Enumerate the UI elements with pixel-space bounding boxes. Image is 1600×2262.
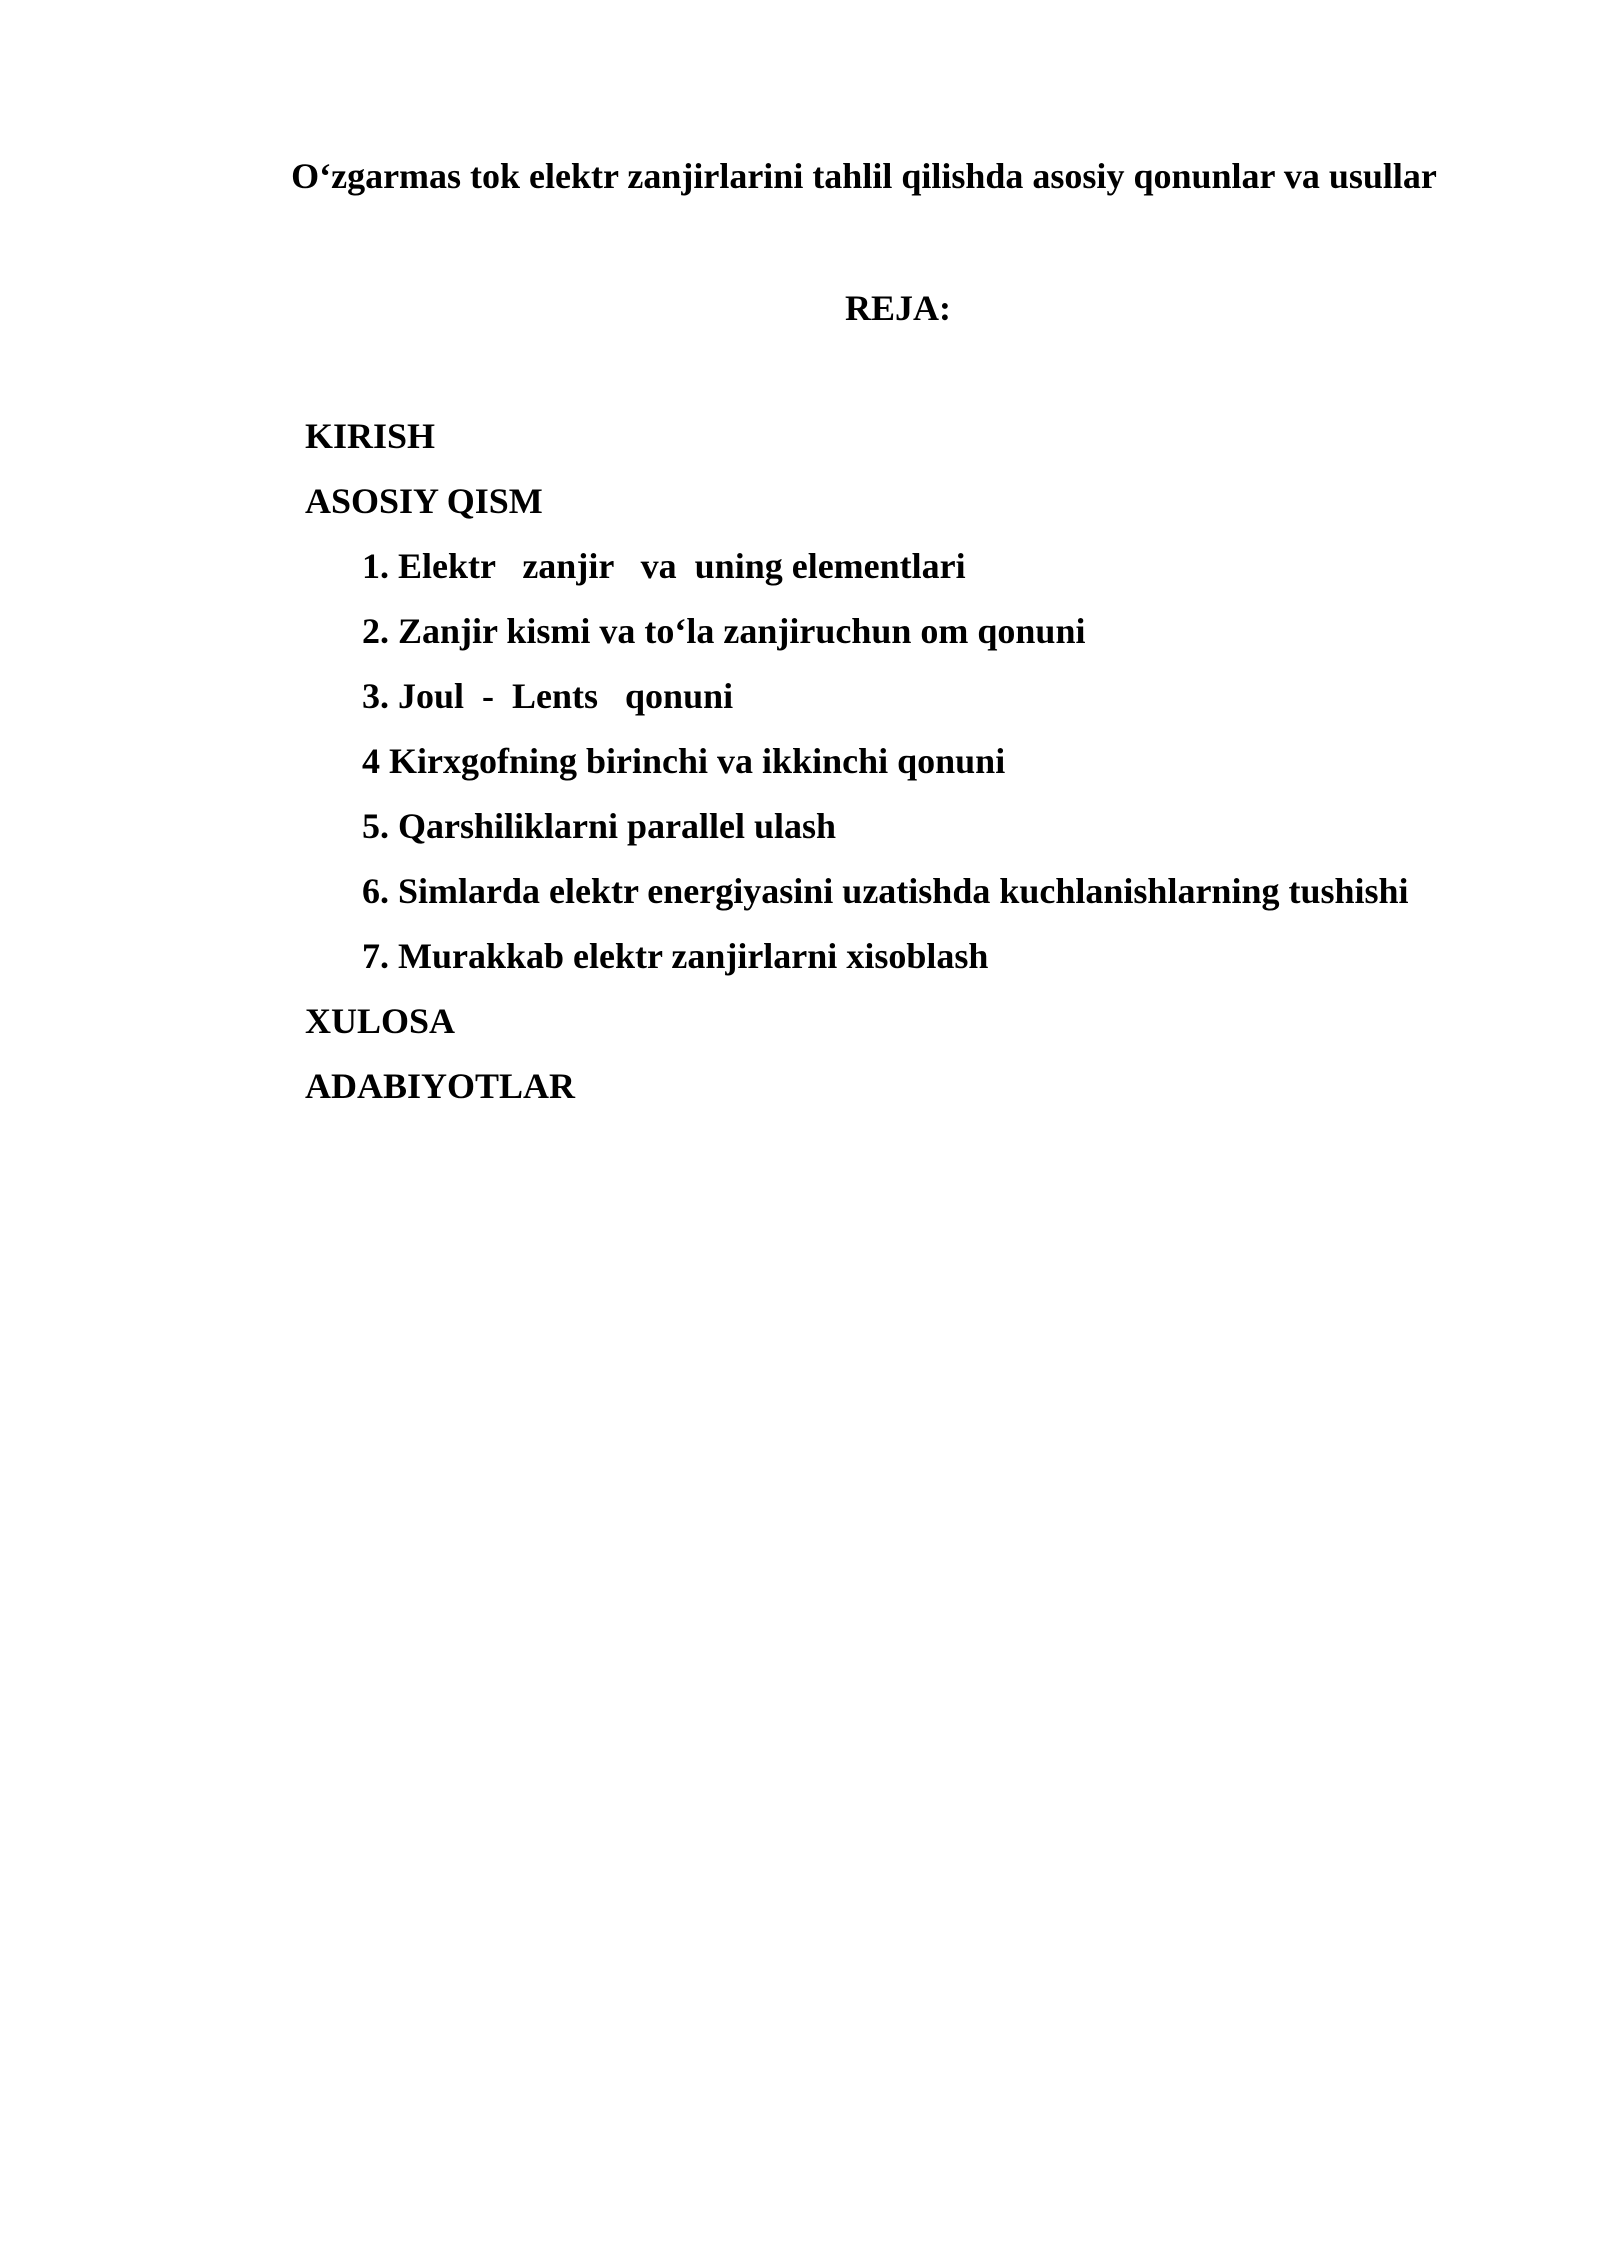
toc-subitem-6: 6. Simlarda elektr energiyasini uzatishda kuchlanishlarning tushishi [362, 871, 1409, 911]
toc-subitem-4: 4 Kirxgofning birinchi va ikkinchi qonuni [362, 741, 1006, 781]
toc-subitem-7: 7. Murakkab elektr zanjirlarni xisoblash [362, 936, 989, 976]
toc-item-adabiyotlar: ADABIYOTLAR [305, 1066, 576, 1106]
document-title: O‘zgarmas tok elektr zanjirlarini tahlil qilishda asosiy qonunlar va usullar [291, 156, 1437, 196]
plan-heading: REJA: [845, 288, 951, 328]
toc-item-asosiy-qism: ASOSIY QISM [305, 481, 543, 521]
table-of-contents [0, 410, 1600, 1125]
toc-subitem-1: 1. Elektr zanjir va uning elementlari [362, 546, 966, 586]
toc-subitem-2: 2. Zanjir kismi va to‘la zanjiruchun om qonuni [362, 611, 1086, 651]
toc-subitem-3: 3. Joul - Lents qonuni [362, 676, 734, 716]
toc-item-xulosa: XULOSA [305, 1001, 456, 1041]
toc-item-kirish: KIRISH [305, 416, 436, 456]
toc-subitem-5: 5. Qarshiliklarni parallel ulash [362, 806, 837, 846]
